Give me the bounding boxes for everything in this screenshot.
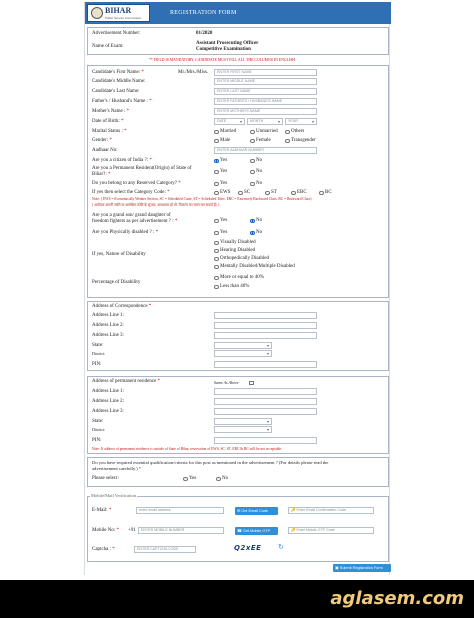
- email-label: E-Mail: *: [92, 508, 112, 513]
- perm-line2-label: Address Line 2:: [92, 399, 124, 404]
- key-icon: 🔑: [291, 528, 296, 532]
- same-as-above-checkbox[interactable]: [249, 381, 254, 386]
- email-code-input[interactable]: 🔑 Enter Email Confirmation Code: [288, 507, 374, 514]
- resident-no-radio[interactable]: [250, 170, 255, 175]
- freedom-yes-label: Yes: [220, 218, 228, 223]
- corr-line1-input[interactable]: [214, 312, 317, 319]
- correspondence-title: Address of Correspondence *: [92, 304, 152, 309]
- category-bc-radio[interactable]: [319, 191, 324, 196]
- disability-hearing-radio[interactable]: [214, 249, 219, 254]
- disability-ortho-label: Orthopedically Disabled: [220, 256, 270, 261]
- send-icon: ✉: [237, 507, 241, 513]
- qualification-question-line2: advertisement carefully.) *: [92, 466, 142, 471]
- reserved-no-label: No: [256, 181, 263, 186]
- corr-pin-label: PIN:: [92, 362, 102, 367]
- corr-line3-input[interactable]: [214, 332, 317, 339]
- refresh-captcha-icon[interactable]: ↻: [278, 543, 284, 551]
- percent-less-label: Less than 40%: [220, 284, 250, 289]
- perm-district-label: District:: [92, 427, 106, 432]
- category-st-radio[interactable]: [265, 191, 270, 196]
- asterisk-icon: **: [149, 58, 154, 62]
- freedom-no-label: No: [256, 218, 263, 223]
- corr-line2-input[interactable]: [214, 322, 317, 329]
- qualification-yes-label: Yes: [189, 476, 197, 481]
- get-email-code-button[interactable]: ✉Get Email Code: [235, 507, 278, 515]
- perm-line3-label: Address Line 3:: [92, 409, 124, 414]
- advertisement-box: [87, 27, 389, 55]
- captcha-input[interactable]: ENTER CAPTCHA CODE: [134, 546, 196, 553]
- submit-icon: ▣: [335, 565, 339, 570]
- middle-name-label: Candidate's Middle Name:: [92, 79, 146, 84]
- key-icon: 🔑: [291, 508, 296, 512]
- citizen-yes-label: Yes: [220, 158, 228, 163]
- phone-icon: ☎: [237, 527, 242, 533]
- father-name-input[interactable]: ENTER FATHER'S / HUSBAND'S NAME: [214, 98, 317, 105]
- percent-more-label: More or equal to 40%: [220, 275, 264, 280]
- name-prefix: Mr./Mrs./Miss.: [178, 70, 209, 75]
- resident-yes-label: Yes: [220, 169, 228, 174]
- corr-district-label: District:: [92, 351, 106, 356]
- correspondence-address-box: [87, 301, 389, 371]
- reserved-no-radio[interactable]: [250, 182, 255, 187]
- marital-unmarried-label: Unmarried: [256, 129, 278, 134]
- gender-transgender-radio[interactable]: [285, 139, 290, 144]
- citizen-no-label: No: [256, 158, 263, 163]
- resident-no-label: No: [256, 169, 263, 174]
- freedom-no-radio[interactable]: [250, 219, 255, 224]
- personal-details-box: [87, 65, 389, 298]
- mandatory-note: ** FIELD IS MANDATORY, CANDIDATE MUST FILL ALL THE COLUMNS IN ENGLISH: [149, 58, 296, 62]
- disability-visual-radio[interactable]: [214, 241, 219, 246]
- perm-line3-input[interactable]: [214, 408, 317, 415]
- disability-percent-label: Percentage of Disability: [92, 280, 141, 285]
- corr-district-select[interactable]: [214, 350, 272, 357]
- corr-line3-label: Address Line 3:: [92, 333, 124, 338]
- corr-line2-label: Address Line 2:: [92, 323, 124, 328]
- ph-yes-radio[interactable]: [214, 231, 219, 236]
- marital-married-radio[interactable]: [214, 130, 219, 135]
- category-ews-label: EWS: [220, 190, 231, 195]
- perm-pin-label: PIN:: [92, 438, 102, 443]
- qualification-box: [87, 457, 389, 487]
- marital-others-radio[interactable]: [285, 130, 290, 135]
- ph-no-radio[interactable]: [250, 231, 255, 236]
- qualification-question-line1: Do you have required essential qualification/criteria for this post as mentioned in the advertisement ? (For details please read the: [92, 460, 329, 465]
- header-bar: [85, 2, 391, 24]
- category-sc-label: SC: [244, 190, 251, 195]
- corr-pin-input[interactable]: [214, 361, 317, 368]
- qualification-no-label: No: [222, 476, 229, 481]
- disability-hearing-label: Hearing Disabled: [220, 248, 256, 253]
- advertisement-number: 01/2020: [196, 31, 213, 36]
- category-bc-label: BC: [325, 190, 332, 195]
- perm-pin-input[interactable]: [214, 437, 317, 444]
- aadhaar-input[interactable]: ENTER AADHAAR NUMBER: [214, 147, 317, 154]
- category-ebc-radio[interactable]: [291, 191, 296, 196]
- perm-line1-input[interactable]: [214, 388, 317, 395]
- resident-yes-radio[interactable]: [214, 170, 219, 175]
- mobile-label: Mobile No: *: [92, 528, 119, 533]
- corr-line1-label: Address Line 1:: [92, 313, 124, 318]
- middle-name-input[interactable]: ENTER MIDDLE NAME: [214, 78, 317, 85]
- marital-others-label: Others: [291, 129, 305, 134]
- reserved-yes-radio[interactable]: [214, 182, 219, 187]
- category-note-hindi: ( आवेदक अपनी जाति या आरक्षित कोटि के सूचक, आवश्यक हो तो, विकल्प का चयन कर सकते हैं। ): [92, 203, 220, 207]
- first-name-label: Candidate's First Name: *: [92, 70, 144, 75]
- gender-label: Gender: *: [92, 138, 112, 143]
- perm-line1-label: Address Line 1:: [92, 389, 124, 394]
- captcha-label: Captcha : *: [92, 547, 115, 552]
- freedom-fighter-label-line2: freedom fighters as per advertisement ? : *: [92, 219, 178, 224]
- registration-page: [84, 2, 390, 575]
- marital-unmarried-radio[interactable]: [250, 130, 255, 135]
- last-name-input[interactable]: ENTER LAST NAME: [214, 88, 317, 95]
- freedom-fighter-label-line1: Are you a grand son/ grand daughter of: [92, 213, 171, 218]
- category-st-label: ST: [271, 190, 277, 195]
- mobile-otp-input[interactable]: 🔑 Enter Mobile OTP Code: [288, 527, 374, 534]
- reserved-label: Do you belong to any Reserved Category? *: [92, 181, 181, 186]
- corr-state-label: State:: [92, 343, 104, 348]
- perm-state-label: State:: [92, 419, 104, 424]
- gender-male-label: Male: [220, 138, 231, 143]
- disability-mental-radio[interactable]: [214, 265, 219, 270]
- marital-label: Marital Status : *: [92, 129, 127, 134]
- perm-state-select[interactable]: [214, 418, 272, 425]
- mother-name-input[interactable]: ENTER MOTHER'S NAME: [214, 108, 317, 115]
- captcha-image: Q2xEE: [234, 544, 262, 552]
- mobile-input[interactable]: ENTER MOBILE NUMBER: [138, 527, 224, 534]
- dob-year-select[interactable]: YEAR ▾: [285, 118, 317, 125]
- verification-legend: Mobile/Mail Verification: [91, 493, 137, 498]
- verification-box: [87, 493, 389, 562]
- exam-name-line2: Competitive Examination: [196, 47, 251, 52]
- get-mobile-otp-button[interactable]: ☎Get Mobile OTP: [235, 527, 278, 535]
- brand-name: BIHAR: [105, 6, 132, 15]
- percent-more-radio[interactable]: [214, 276, 219, 281]
- qualification-no-radio[interactable]: [216, 477, 221, 482]
- citizen-yes-radio[interactable]: [214, 159, 219, 164]
- disability-ortho-radio[interactable]: [214, 257, 219, 262]
- gender-male-radio[interactable]: [214, 139, 219, 144]
- percent-less-radio[interactable]: [214, 285, 219, 290]
- dob-label: Date of Birth: *: [92, 119, 124, 124]
- bpsc-logo: [87, 4, 150, 22]
- freedom-yes-radio[interactable]: [214, 219, 219, 224]
- resident-label-line1: Are you a Permanent Resident(Origin) of State of: [92, 166, 192, 171]
- permanent-address-box: [87, 376, 389, 454]
- physically-disabled-label: Are you Physically disabled ? : *: [92, 230, 159, 235]
- category-ews-radio[interactable]: [214, 191, 219, 196]
- advertisement-label: Advertisement Number:: [92, 31, 141, 36]
- qualification-select-label: Please select:: [92, 476, 119, 481]
- perm-line2-input[interactable]: [214, 398, 317, 405]
- gender-female-radio[interactable]: [250, 139, 255, 144]
- corr-state-select[interactable]: [214, 342, 272, 349]
- resident-label-line2: Bihar?: *: [92, 172, 111, 177]
- ph-no-label: No: [256, 230, 263, 235]
- citizen-label: Are you a citizen of India ?: *: [92, 158, 152, 163]
- country-code: +91: [128, 528, 136, 533]
- first-name-input[interactable]: ENTER FIRST NAME: [214, 69, 317, 76]
- emblem-icon: [91, 7, 103, 19]
- category-ebc-label: EBC: [297, 190, 307, 195]
- disability-visual-label: Visually Disabled: [220, 240, 256, 245]
- exam-label: Name of Exam:: [92, 44, 124, 49]
- permanent-address-note: Note: If address of permanent residence is outside of State of Bihar, reservation of EWS, SC, ST, EBC & BC will be not acceptable.: [92, 447, 283, 451]
- submit-registration-button[interactable]: ▣Submit Registration Form: [333, 564, 391, 572]
- same-as-above-label: Same As Above: [214, 380, 239, 385]
- dob-month-select[interactable]: MONTH ▾: [247, 118, 283, 125]
- reserved-yes-label: Yes: [220, 181, 228, 186]
- exam-name-line1: Assistant Prosecuting Officer: [196, 41, 259, 46]
- footer-bar: [0, 580, 474, 618]
- citizen-no-radio[interactable]: [250, 159, 255, 164]
- father-name-label: Father's / Husband's Name : *: [92, 99, 152, 104]
- qualification-yes-radio[interactable]: [183, 477, 188, 482]
- gender-transgender-label: Transgender: [291, 138, 316, 143]
- category-sc-radio[interactable]: [238, 191, 243, 196]
- last-name-label: Candidate's Last Name:: [92, 89, 140, 94]
- page-title: REGISTRATION FORM: [170, 10, 237, 16]
- category-note-english: Note: ( EWS = Economically Weaker Section, SC = Scheduled Caste, ST = Scheduled Tribe, EBC = Extremely Backward Class, BC = Backward Class): [92, 197, 312, 201]
- mother-name-label: Mother's Name : *: [92, 109, 130, 114]
- disability-nature-label: If yes, Nature of Disability: [92, 252, 146, 257]
- permanent-title: Address of permanent residence *: [92, 379, 161, 384]
- aadhaar-label: Aadhaar No:: [92, 148, 118, 153]
- watermark: aglasem.com: [330, 588, 464, 609]
- category-label: If yes then select the Category Code: *: [92, 190, 170, 195]
- email-input[interactable]: enter email address: [136, 507, 224, 514]
- disability-mental-label: Mentally Disabled/Multiple Disabled: [220, 264, 295, 269]
- marital-married-label: Married: [220, 129, 237, 134]
- perm-district-select[interactable]: [214, 426, 272, 433]
- gender-female-label: Female: [256, 138, 271, 143]
- dob-date-select[interactable]: DATE ▾: [214, 118, 245, 125]
- ph-yes-label: Yes: [220, 230, 228, 235]
- brand-subtitle: Public Service Commission: [105, 16, 142, 20]
